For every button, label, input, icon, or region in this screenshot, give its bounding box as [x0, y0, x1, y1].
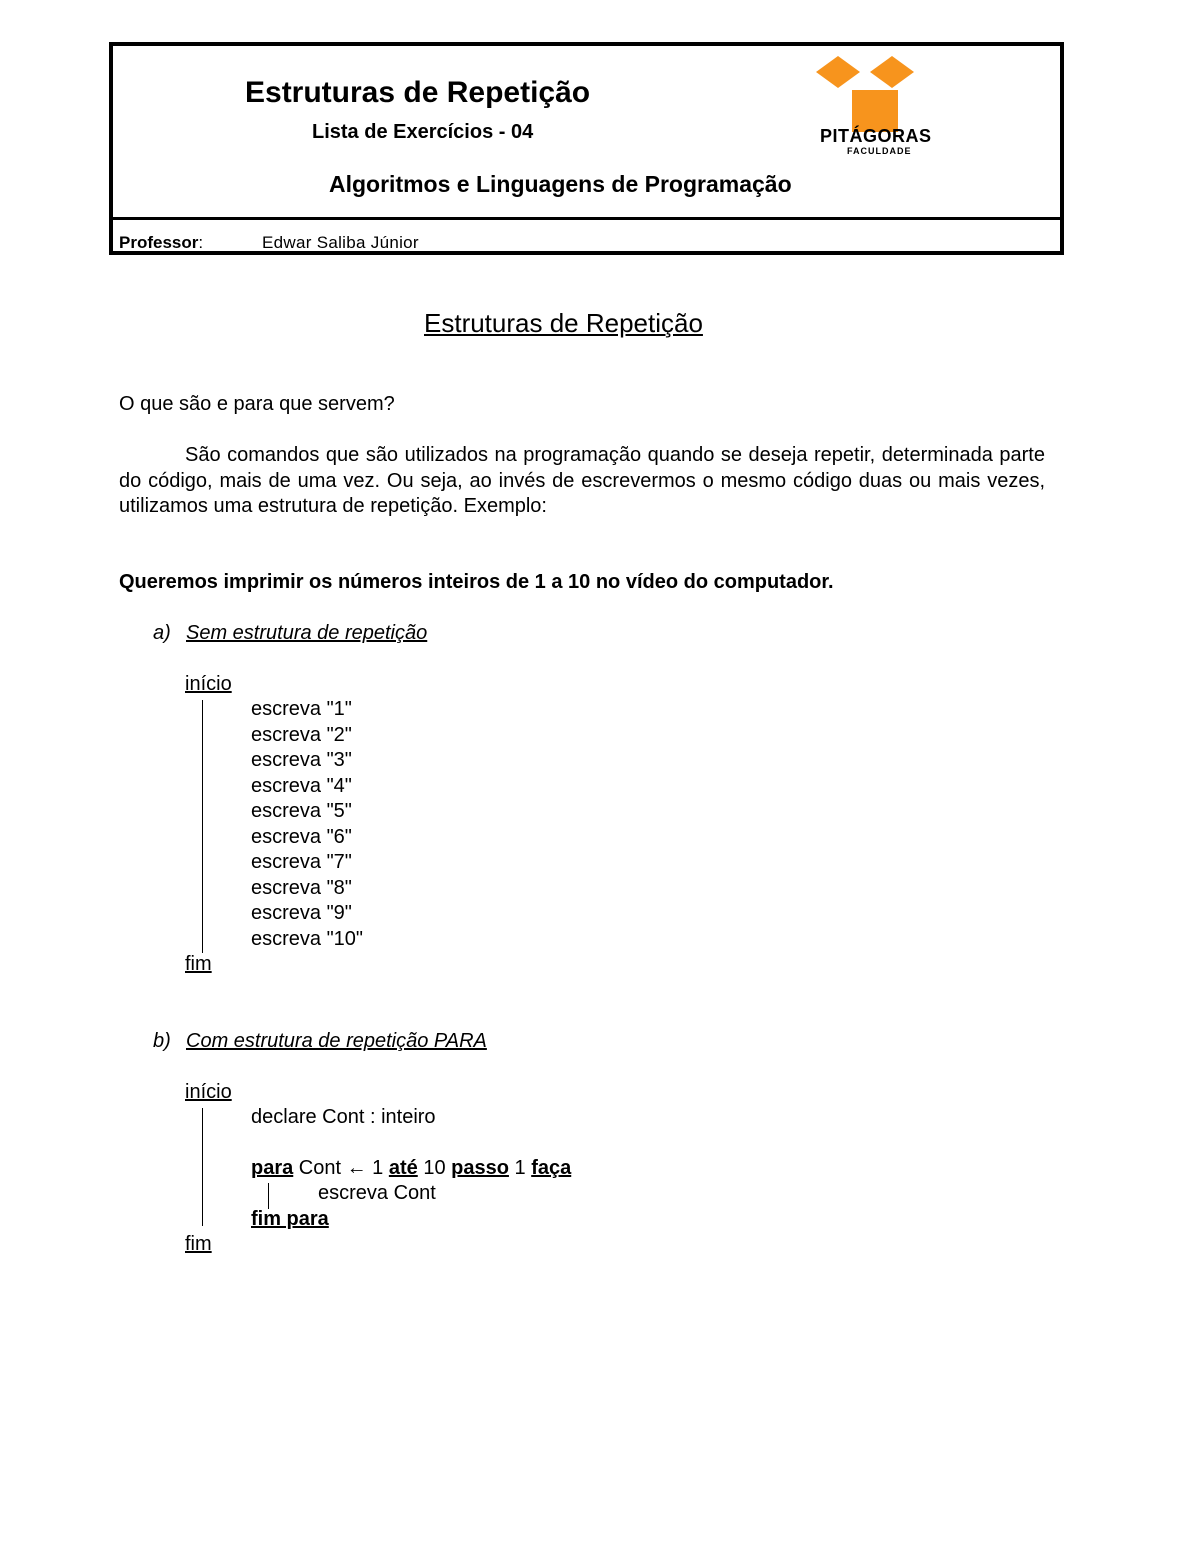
- section-a-end: fim: [185, 953, 212, 975]
- for-body-line: escreva Cont: [318, 1182, 436, 1204]
- question: O que são e para que servem?: [119, 393, 395, 415]
- example-statement: Queremos imprimir os números inteiros de 1 a 10 no vídeo do computador.: [119, 571, 834, 593]
- code-line: escreva "4": [251, 774, 352, 797]
- code-line: escreva "5": [251, 800, 352, 822]
- logo-subtext: FACULDADE: [847, 146, 912, 156]
- professor-label-colon: :: [198, 233, 204, 252]
- header-course: Algoritmos e Linguagens de Programação: [329, 171, 792, 197]
- code-line: escreva "1": [251, 698, 352, 720]
- section-a-begin: início: [185, 673, 232, 695]
- header-box: [109, 42, 1064, 255]
- to-keyword: até: [388, 1157, 418, 1179]
- declare-line: declare Cont : inteiro: [251, 1106, 436, 1128]
- code-line: escreva "6": [251, 825, 352, 848]
- code-line: escreva "10": [251, 927, 364, 950]
- header-subtitle: Lista de Exercícios - 04: [312, 121, 534, 143]
- logo-text: PITÁGORAS: [820, 126, 932, 146]
- section-b-label: b): [153, 1030, 171, 1052]
- end-for-line: fim para: [251, 1208, 329, 1230]
- code-line: escreva "2": [251, 723, 352, 746]
- for-var: Cont ← 1: [293, 1157, 389, 1179]
- section-b-end: fim: [185, 1233, 212, 1255]
- step-keyword: passo: [451, 1157, 509, 1179]
- code-line: escreva "9": [251, 902, 352, 924]
- to-value: 10: [417, 1157, 452, 1179]
- header-divider: [113, 217, 1060, 220]
- professor-label: [119, 233, 203, 253]
- code-line: escreva "7": [251, 851, 352, 873]
- header-title: Estruturas de Repetição: [245, 76, 591, 109]
- for-keyword: para: [251, 1157, 294, 1179]
- do-keyword: faça: [531, 1157, 572, 1179]
- code-line: escreva "8": [251, 876, 352, 899]
- professor-label-text: Professor: [119, 233, 199, 252]
- code-line: escreva "3": [251, 749, 352, 771]
- section-a-title: Sem estrutura de repetição: [186, 622, 428, 644]
- section-b-block-line: [202, 1108, 203, 1226]
- step-value: 1: [508, 1157, 532, 1179]
- section-b-title: Com estrutura de repetição PARA: [186, 1030, 487, 1052]
- document-title: Estruturas de Repetição: [424, 308, 703, 338]
- for-block-line: [268, 1183, 269, 1209]
- section-a-label: a): [153, 622, 171, 644]
- intro-paragraph: São comandos que são utilizados na programação quando se deseja repetir, determinada parte do código, mais de uma vez. Ou seja, ao invés de escrevermos o mesmo código duas ou mais vezes, utilizamos uma estrutura de repetição. Exemplo:: [119, 444, 1045, 517]
- section-a-block-line: [202, 700, 203, 953]
- professor-name: Edwar Saliba Júnior: [262, 233, 419, 252]
- for-line: [251, 1157, 571, 1180]
- section-b-begin: início: [185, 1081, 232, 1103]
